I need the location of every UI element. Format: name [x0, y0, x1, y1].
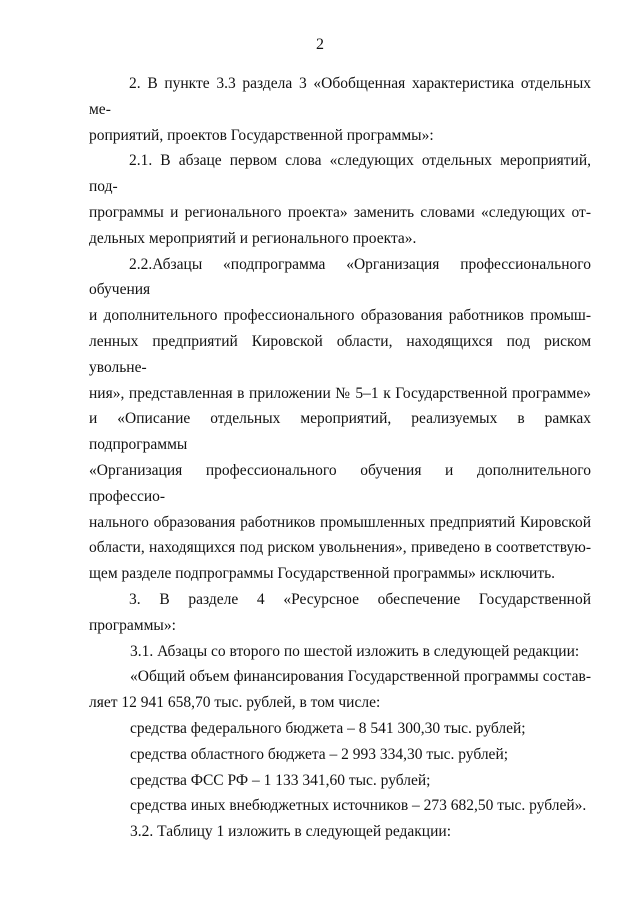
paragraph-2-2-line-1: 2.2.Абзацы «подпрограмма «Организация профессионального обучения	[89, 255, 591, 299]
paragraph-2-1-line-2: программы и регионального проекта» заменить словами «следующих от-	[89, 203, 591, 221]
funding-extrabudgetary: средства иных внебюджетных источников – 273 682,50 тыс. рублей».	[130, 797, 587, 815]
paragraph-2-2-line-4: ния», представленная в приложении № 5–1 к Государственной программе»	[89, 384, 591, 402]
paragraph-3-line-1: 3. В разделе 4 «Ресурсное обеспечение Государственной программы»:	[89, 590, 591, 634]
paragraph-3-1-line-1: 3.1. Абзацы со второго по шестой изложить в следующей редакции:	[130, 642, 580, 660]
paragraph-2-2-line-7: нального образования работников промышленных предприятий Кировской	[89, 513, 591, 531]
paragraph-2-2-line-2: и дополнительного профессионального образования работников промыш-	[89, 307, 591, 325]
document-body	[89, 71, 591, 845]
paragraph-2-2-line-6: «Организация профессионального обучения и дополнительного профессио-	[89, 461, 591, 505]
paragraph-2-line-1: 2. В пункте 3.3 раздела 3 «Обобщенная характеристика отдельных ме-	[89, 75, 591, 118]
paragraph-2-1-line-3: дельных мероприятий и регионального проекта».	[89, 229, 417, 247]
funding-federal: средства федерального бюджета – 8 541 300,30 тыс. рублей;	[130, 719, 526, 737]
funding-quote-line-1: «Общий объем финансирования Государственной программы состав-	[130, 668, 591, 686]
page-number: 2	[316, 36, 324, 53]
paragraph-2-2-line-8: области, находящихся под риском увольнения», приведено в соответствую-	[89, 539, 591, 557]
paragraph-2-line-2: роприятий, проектов Государственной программы»:	[89, 126, 434, 144]
paragraph-3-2-line-1: 3.2. Таблицу 1 изложить в следующей редакции:	[130, 823, 451, 841]
paragraph-2-2-line-5: и «Описание отдельных мероприятий, реализуемых в рамках подпрограммы	[89, 410, 591, 454]
paragraph-2-2-line-9: щем разделе подпрограммы Государственной программы» исключить.	[89, 565, 556, 583]
funding-quote-line-2: ляет 12 941 658,70 тыс. рублей, в том числе:	[89, 694, 381, 712]
funding-fss: средства ФСС РФ – 1 133 341,60 тыс. рублей;	[130, 771, 431, 789]
paragraph-2-1-line-1: 2.1. В абзаце первом слова «следующих отдельных мероприятий, под-	[89, 152, 591, 196]
paragraph-2-2-line-3: ленных предприятий Кировской области, находящихся под риском увольне-	[89, 332, 591, 376]
funding-regional: средства областного бюджета – 2 993 334,30 тыс. рублей;	[130, 745, 509, 763]
